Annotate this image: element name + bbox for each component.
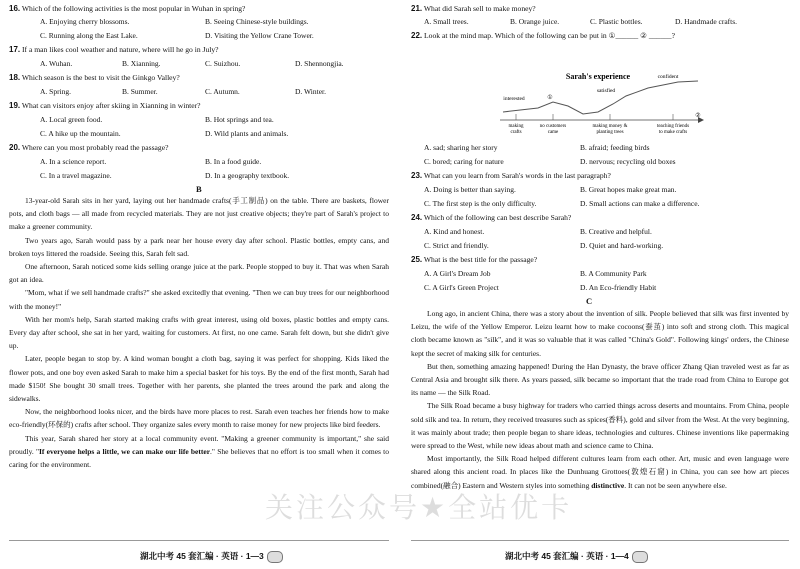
mind-map [498,70,708,138]
logo-badge-icon [267,551,283,563]
question-19: 19. What can visitors enjoy after skiing in Xianning in winter? [9,101,201,110]
q21-option-a[interactable]: A. Small trees. [424,17,469,26]
q19-option-d[interactable]: D. Wild plants and animals. [205,129,289,138]
question-24: 24. Which of the following can best describe Sarah? [411,213,572,222]
highlighted-quote: If everyone helps a little, we can make our life better [39,446,211,456]
question-20: 20. Where can you most probably read the passage? [9,143,169,152]
highlighted-word: distinctive [591,480,625,490]
q17-option-d[interactable]: D. Shennongjia. [295,59,344,68]
mood-line [503,81,698,114]
q19-option-c[interactable]: C. A hike up the mountain. [40,129,121,138]
q20-option-a[interactable]: A. In a science report. [40,157,107,166]
stage-label: crafts [510,130,522,135]
footer-right: 湖北中考 45 套汇编 · 英语 · 1—4 [505,550,648,563]
passage-b-paragraph: Two years ago, Sarah would pass by a park near her house every day after school. Plastic bottles, empty cans, and broken toys littered the roadside. Seeing this, Sarah felt sad. [9,235,389,258]
stage-label: teaching friends [656,124,690,129]
passage-b-paragraph: One afternoon, Sarah noticed some kids selling orange juice at the park. People stopped to buy it. That was when Sarah got an idea. [9,262,389,285]
q16-option-a[interactable]: A. Enjoying cherry blossoms. [40,17,130,26]
q20-option-b[interactable]: B. In a food guide. [205,157,262,166]
passage-b-paragraph: "Mom, what if we sell handmade crafts?" she asked excitedly that evening. "Then we can buy trees for our neighborhood with the money!" [9,288,389,311]
mood-satisfied: satisfied [596,88,616,94]
question-23: 23. What can you learn from Sarah's words in the last paragraph? [411,171,611,180]
passage-b-paragraph: Now, the neighborhood looks nicer, and the birds have more places to rest. Sarah even teaches her friends how to make eco-friendly(环保的) crafts after school. They organize sales every month to raise money for new projects like bird feeders. [9,407,389,430]
q16-option-c[interactable]: C. Running along the East Lake. [40,31,138,40]
mind-map-title: Sarah's experience [565,72,631,81]
q16-option-b[interactable]: B. Seeing Chinese-style buildings. [205,17,309,26]
q19-option-b[interactable]: B. Hot springs and tea. [205,115,274,124]
q25-option-b[interactable]: B. A Community Park [580,269,647,278]
q21-option-c[interactable]: C. Plastic bottles. [590,17,643,26]
q23-option-c[interactable]: C. The first step is the only difficulty. [424,199,537,208]
question-18: 18. Which season is the best to visit the Ginkgo Valley? [9,73,180,82]
q22-option-b[interactable]: B. afraid; feeding birds [580,143,650,152]
passage-c-paragraph: But then, something amazing happened! During the Han Dynasty, the brave officer Zhang Qian traveled west as far as Central Asia and brought silk there. As years passed, silk became so important that the trade road from China to Europe got its name — the Silk Road. [411,361,789,398]
q19-option-a[interactable]: A. Local green food. [40,115,103,124]
question-21: 21. What did Sarah sell to make money? [411,4,536,13]
q23-option-a[interactable]: A. Doing is better than saying. [424,185,516,194]
q18-option-b[interactable]: B. Summer. [122,87,158,96]
blank-2: ② [695,113,701,119]
q21-option-d[interactable]: D. Handmade crafts. [675,17,738,26]
q25-option-d[interactable]: D. An Eco-friendly Habit [580,283,657,292]
question-25: 25. What is the best title for the passage? [411,255,538,264]
passage-b-paragraph: 13-year-old Sarah sits in her yard, laying out her handmade crafts(手工制品) on the table. There are baskets, flower pots, and cloth bags — all made from recycled materials. They are not just creative objects; they're part of Sarah's project to make a greener community. [9,196,389,232]
q17-option-c[interactable]: C. Suizhou. [205,59,241,68]
q21-option-b[interactable]: B. Orange juice. [510,17,560,26]
page-number: 1—3 [245,551,264,562]
section-c-heading: C [586,296,593,306]
q16-option-d[interactable]: D. Visiting the Yellow Crane Tower. [205,31,314,40]
q18-option-c[interactable]: C. Autumn. [205,87,240,96]
q24-option-a[interactable]: A. Kind and honest. [424,227,485,236]
passage-c-last-paragraph: Most importantly, the Silk Road helped different cultures learn from each other. Art, music and even language were shared along this ancient road. In places like the Dunhuang Grottoes(敦煌石窟) in China, you can see how art pieces combined(融合) Eastern and Western styles into something distinctive. It can not be seen anywhere else. [411,454,789,490]
q17-option-a[interactable]: A. Wuhan. [40,59,73,68]
q22-option-a[interactable]: A. sad; sharing her story [424,143,498,152]
q20-option-c[interactable]: C. In a travel magazine. [40,171,112,180]
q20-option-d[interactable]: D. In a geography textbook. [205,171,290,180]
q24-option-b[interactable]: B. Creative and helpful. [580,227,652,236]
page-number: 1—4 [610,551,629,562]
mood-confident: confident [657,74,679,80]
watermark: 关注公众号★全站优卡 [265,491,573,524]
question-16: 16. Which of the following activities is the most popular in Wuhan in spring? [9,4,246,13]
question-22: 22. Look at the mind map. Which of the following can be put in ①______ ② ______? [411,31,675,40]
footer-left: 湖北中考 45 套汇编 · 英语 · 1—3 [140,550,283,563]
q22-option-d[interactable]: D. nervous; recycling old boxes [580,157,676,166]
q18-option-a[interactable]: A. Spring. [40,87,72,96]
stage-label: no customers [539,124,567,129]
q25-option-a[interactable]: A. A Girl's Dream Job [424,269,491,278]
passage-b-paragraph: With her mom's help, Sarah started making crafts with great interest, using old boxes, plastic bottles and empty cans. Every day after school, she sat in her yard, waiting for customers. At first, no one came. Sarah felt down, but she didn't give up. [9,314,389,351]
question-17: 17. If a man likes cool weather and nature, where will he go in July? [9,45,219,54]
passage-c-paragraph: Long ago, in ancient China, there was a story about the invention of silk. People believed that silk was first invented by Leizu, the wife of the Yellow Emperor. Leizu learnt how to make cocoons(蚕茧) into soft and strong cloth. This magical cloth became known as "silk", and it was so valuable that it was called "China's Gold". Following kings' orders, the Chinese kept the secret of making silk for centuries. [411,309,789,358]
stage-label: to make crafts [658,130,688,135]
q17-option-b[interactable]: B. Xianning. [122,59,161,68]
stage-label: making money & [592,124,628,129]
section-b-heading: B [196,184,202,194]
passage-c-paragraph: The Silk Road became a busy highway for traders who carried things across deserts and mountains. From China, people sold silk and tea. In return, they received treasures such as spices(香料), gold and silver from the West. At the very beginning, it was mainly about trade; then people began to share ideas, technologies and cultures. Chinese inventions like papermaking were spread to the West, while new ideas about math and science came to China. [411,401,789,451]
q18-option-d[interactable]: D. Winter. [295,87,327,96]
stage-label: came [547,130,559,135]
mood-interested: interested [503,96,525,102]
q24-option-c[interactable]: C. Strict and friendly. [424,241,489,250]
q25-option-c[interactable]: C. A Girl's Green Project [424,283,499,292]
passage-b-last-paragraph: This year, Sarah shared her story at a local community event. "Making a greener community is important," she said proudly. "If everyone helps a little, we can make our life better." She believes that no effort is too small when it comes to caring for the environment. [9,433,390,470]
footer-rule [9,540,389,541]
blank-1: ① [547,95,553,101]
q23-option-b[interactable]: B. Great hopes make great man. [580,185,677,194]
q24-option-d[interactable]: D. Quiet and hard-working. [580,241,664,250]
q23-option-d[interactable]: D. Small actions can make a difference. [580,199,700,208]
passage-b-paragraph: Later, people began to stop by. A kind woman bought a cloth bag, saying it was perfect for shopping. Kids liked the flower pots, and one boy even asked Sarah to make him a special basket for his toys. By the end of the first month, Sarah had made $150! She bought 30 small trees. Together with her parents, she planted the trees around the park and along the sidewalks. [9,354,389,404]
stage-label: planting trees [596,130,624,135]
stage-label: making [508,124,524,129]
q22-option-c[interactable]: C. bored; caring for nature [424,157,504,166]
passage-b [9,194,389,471]
